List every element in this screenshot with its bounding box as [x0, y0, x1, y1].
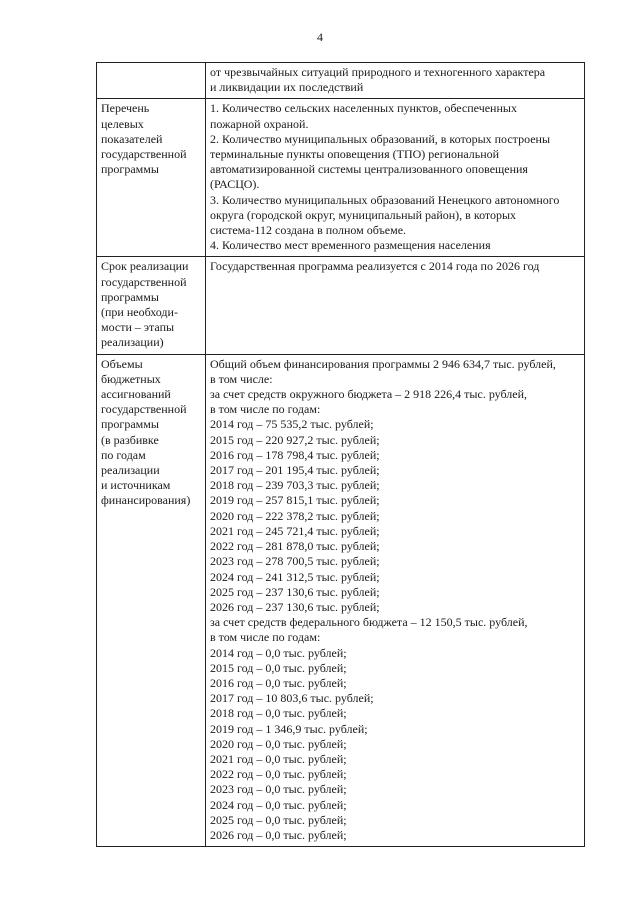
funding-value-cell — [206, 354, 585, 847]
text-line: Государственная программа реализуется с 2014 года по 2026 год — [210, 259, 540, 274]
text-line: по годам — [101, 447, 146, 462]
text-line: реализации) — [101, 335, 164, 350]
program-passport-table — [96, 62, 585, 847]
text-line: за счет средств окружного бюджета – 2 918 226,4 тыс. рублей, — [210, 387, 528, 402]
table-row-funding — [97, 354, 585, 847]
text-line: 2018 год – 239 703,3 тыс. рублей; — [210, 478, 380, 493]
text-line: (при необходи- — [101, 305, 178, 320]
text-line: округа (городской округ, муниципальный район), в которых — [210, 207, 517, 222]
text-line: мости – этапы — [101, 320, 175, 335]
text-line: 2014 год – 75 535,2 тыс. рублей; — [210, 417, 374, 432]
text-line: 2015 год – 0,0 тыс. рублей; — [210, 660, 347, 675]
funding-label-cell — [97, 354, 206, 847]
text-line: 3. Количество муниципальных образований Ненецкого автономного — [210, 192, 560, 207]
indicators-value-cell — [206, 99, 585, 257]
text-line: Перечень — [101, 101, 150, 116]
text-line: и ликвидации их последствий — [210, 80, 364, 95]
text-line: (РАСЦО). — [210, 177, 260, 192]
indicators-label-cell — [97, 99, 206, 257]
table-row-continuation — [97, 63, 585, 99]
text-line: система-112 создана в полном объеме. — [210, 223, 407, 238]
text-line: в том числе по годам: — [210, 630, 321, 645]
text-line: 2018 год – 0,0 тыс. рублей; — [210, 706, 347, 721]
text-line: в том числе: — [210, 371, 273, 386]
text-line: и источникам — [101, 478, 171, 493]
text-line: 2016 год – 0,0 тыс. рублей; — [210, 675, 347, 690]
text-line: 4. Количество мест временного размещения населения — [210, 238, 491, 253]
text-line: (в разбивке — [101, 432, 159, 447]
text-line: 2024 год – 0,0 тыс. рублей; — [210, 797, 347, 812]
text-line: 2023 год – 278 700,5 тыс. рублей; — [210, 554, 380, 569]
text-line: 2021 год – 245 721,4 тыс. рублей; — [210, 523, 380, 538]
text-line: автоматизированной системы централизованного оповещения — [210, 162, 528, 177]
text-line: 2016 год – 178 798,4 тыс. рублей; — [210, 447, 380, 462]
text-line: 2022 год – 281 878,0 тыс. рублей; — [210, 539, 380, 554]
term-value-cell — [206, 257, 585, 354]
text-line: 2017 год – 10 803,6 тыс. рублей; — [210, 691, 374, 706]
text-line: государственной — [101, 147, 187, 162]
text-line: Общий объем финансирования программы 2 946 634,7 тыс. рублей, — [210, 356, 556, 371]
continuation-value-cell — [206, 63, 585, 99]
text-line: 2022 год – 0,0 тыс. рублей; — [210, 767, 347, 782]
table-row-term — [97, 257, 585, 354]
text-line: государственной — [101, 402, 187, 417]
text-line: показателей — [101, 131, 163, 146]
text-line: программы — [101, 417, 159, 432]
text-line: 2024 год – 241 312,5 тыс. рублей; — [210, 569, 380, 584]
text-line: Объемы — [101, 356, 143, 371]
text-line: 2025 год – 237 130,6 тыс. рублей; — [210, 584, 380, 599]
text-line: 2. Количество муниципальных образований, в которых построены — [210, 131, 551, 146]
text-line: 2015 год – 220 927,2 тыс. рублей; — [210, 432, 380, 447]
text-line: 2019 год – 1 346,9 тыс. рублей; — [210, 721, 368, 736]
text-line: 2026 год – 237 130,6 тыс. рублей; — [210, 599, 380, 614]
text-line: Срок реализации — [101, 259, 189, 274]
table-row-indicators — [97, 99, 585, 257]
text-line: за счет средств федерального бюджета – 12 150,5 тыс. рублей, — [210, 615, 528, 630]
page-number: 4 — [317, 30, 323, 44]
text-line: целевых — [101, 116, 144, 131]
term-label-cell — [97, 257, 206, 354]
text-line: программы — [101, 162, 159, 177]
text-line: 1. Количество сельских населенных пунктов, обеспеченных — [210, 101, 517, 116]
text-line: терминальные пункты оповещения (ТПО) региональной — [210, 147, 500, 162]
text-line: 2019 год – 257 815,1 тыс. рублей; — [210, 493, 380, 508]
text-line: 2026 год – 0,0 тыс. рублей; — [210, 827, 347, 842]
text-line: 2021 год – 0,0 тыс. рублей; — [210, 751, 347, 766]
text-line: программы — [101, 289, 159, 304]
text-line: государственной — [101, 274, 187, 289]
text-line: реализации — [101, 463, 160, 478]
text-line: в том числе по годам: — [210, 402, 321, 417]
text-line: ассигнований — [101, 387, 171, 402]
text-line: пожарной охраной. — [210, 116, 309, 131]
continuation-label-cell — [97, 63, 206, 99]
text-line: 2020 год – 0,0 тыс. рублей; — [210, 736, 347, 751]
text-line: от чрезвычайных ситуаций природного и техногенного характера — [210, 65, 546, 79]
text-line: финансирования) — [101, 493, 191, 508]
text-line: 2014 год – 0,0 тыс. рублей; — [210, 645, 347, 660]
text-line: бюджетных — [101, 371, 161, 386]
text-line: 2017 год – 201 195,4 тыс. рублей; — [210, 463, 380, 478]
text-line: 2020 год – 222 378,2 тыс. рублей; — [210, 508, 380, 523]
text-line: 2023 год – 0,0 тыс. рублей; — [210, 782, 347, 797]
text-line: 2025 год – 0,0 тыс. рублей; — [210, 812, 347, 827]
